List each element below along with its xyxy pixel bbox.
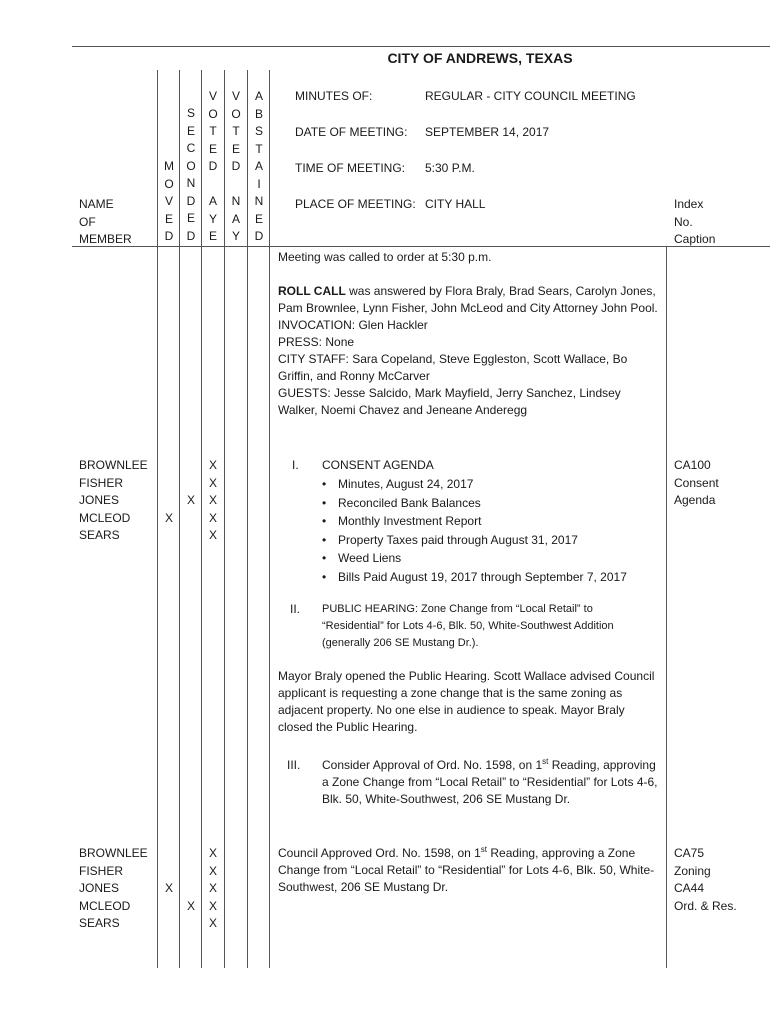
section3-numeral: III. (287, 758, 301, 772)
section1-members (79, 457, 148, 545)
list-item: • Weed Liens (322, 549, 662, 568)
guests: GUESTS: Jesse Salcido, Mark Mayfield, Jerry Sanchez, Lindsey Walker, Noemi Chavez and Jeneane Anderegg (278, 386, 621, 417)
header-letter: N (231, 194, 241, 208)
section4-sup: st (480, 845, 488, 854)
index-header-line: Index (674, 197, 704, 211)
section2-text: PUBLIC HEARING: Zone Change from “Local Retail” to “Residential” for Lots 4-6, Blk. 50, White-Southwest Addition (generally 206 SE Mustang Dr.). (322, 603, 614, 649)
header-letter: A (254, 159, 263, 173)
header-letter: O (186, 158, 196, 173)
header-letter: S (254, 124, 263, 138)
index-header-line: Caption (674, 232, 716, 246)
list-item: • Bills Paid August 19, 2017 through September 7, 2017 (322, 568, 662, 587)
section4-moved-marks (158, 845, 180, 933)
header-letter: O (231, 106, 241, 121)
section3-text-a: Consider Approval of Ord. No. 1598, on 1 (322, 758, 543, 772)
section4-seconded-marks (180, 845, 202, 933)
header-letter: E (186, 211, 195, 225)
vote-mark: X (164, 881, 173, 895)
header-letter: E (186, 123, 195, 138)
document-title: CITY OF ANDREWS, TEXAS (387, 50, 573, 66)
vote-mark (180, 527, 202, 545)
index-line: Zoning (674, 863, 711, 878)
public-hearing-notes: Mayor Braly opened the Public Hearing. Scott Wallace advised Council applicant is requesting a zone change that is the same zoning as adjacent property. No one else in audience to speak. Mayor Braly closed the Public Hearing. (278, 669, 655, 734)
index-line: Agenda (674, 493, 716, 507)
vote-mark: X (208, 863, 217, 878)
section1-moved-marks (158, 457, 180, 545)
header-letter: I (257, 176, 261, 191)
vote-mark (158, 527, 180, 545)
city-staff: CITY STAFF: Sara Copeland, Steve Eggleston, Scott Wallace, Bo Griffin, and Ronny McCarver (278, 352, 628, 383)
header-letter: D (231, 159, 241, 173)
top-rule (72, 46, 770, 47)
section4-text (278, 845, 660, 896)
section4-members (79, 845, 148, 933)
member-name: SEARS (79, 916, 120, 930)
roll-call-text: was answered by Flora Braly, Brad Sears, Carolyn Jones, Pam Brownlee, Lynn Fisher, John McLeod and City Attorney John Pool. (278, 284, 658, 315)
index-header (674, 196, 715, 249)
header-letter: E (208, 141, 217, 156)
consent-items (322, 475, 662, 586)
header-letter: N (186, 176, 196, 190)
index-line: Ord. & Res. (674, 898, 737, 913)
section4-text-a: Council Approved Ord. No. 1598, on 1 (278, 846, 481, 860)
header-letter: A (254, 89, 263, 103)
index-header-line: No. (674, 214, 693, 229)
header-letter: V (208, 89, 217, 103)
vote-mark (158, 915, 180, 933)
date-label: DATE OF MEETING: (295, 125, 408, 139)
header-letter: V (231, 89, 240, 103)
list-item: • Property Taxes paid through August 31, 2017 (322, 531, 662, 550)
index-line: CA75 (674, 846, 705, 860)
call-to-order: Meeting was called to order at 5:30 p.m. (278, 250, 492, 264)
vote-mark (158, 457, 180, 475)
minutes-value: REGULAR - CITY COUNCIL MEETING (425, 89, 636, 103)
vote-mark (180, 915, 202, 933)
header-letter: D (186, 228, 196, 243)
header-letter: A (231, 211, 240, 226)
vote-mark (158, 475, 180, 493)
list-item: • Reconciled Bank Balances (322, 494, 662, 513)
index-line: CA44 (674, 881, 705, 895)
vote-mark: X (208, 846, 217, 860)
section1-numeral: I. (292, 458, 299, 472)
section4-aye-marks (202, 845, 224, 933)
header-letter: D (164, 229, 174, 243)
member-name: FISHER (79, 863, 124, 878)
vote-mark: X (208, 881, 217, 895)
section1-heading: CONSENT AGENDA (322, 458, 434, 472)
roll-call (278, 283, 660, 317)
attendance-block (278, 283, 660, 419)
vote-mark (158, 898, 180, 916)
header-seconded (180, 105, 202, 245)
vote-mark: X (186, 493, 195, 507)
vote-mark (158, 492, 180, 510)
section1-seconded-marks (180, 457, 202, 545)
header-letter: N (254, 194, 264, 208)
section3-text (322, 757, 662, 808)
header-voted-nay (225, 88, 247, 246)
header-moved (158, 158, 180, 246)
header-letter: E (164, 211, 173, 226)
member-header-line: OF (79, 214, 96, 229)
header-letter: C (186, 141, 196, 155)
vote-mark: X (208, 493, 217, 507)
section1-index (674, 457, 719, 510)
header-letter: E (231, 141, 240, 156)
vote-mark (180, 510, 202, 528)
vote-mark: X (208, 916, 217, 930)
header-letter: T (232, 124, 240, 138)
section1-aye-marks (202, 457, 224, 545)
header-letter: B (254, 106, 263, 121)
vote-mark: X (164, 510, 173, 525)
header-letter: V (164, 194, 173, 208)
vote-mark (180, 475, 202, 493)
press: PRESS: None (278, 335, 355, 349)
vote-mark: X (208, 475, 217, 490)
section4-index (674, 845, 737, 915)
member-name: BROWNLEE (79, 458, 148, 472)
time-value: 5:30 P.M. (425, 161, 475, 175)
header-letter: O (164, 176, 174, 191)
member-name: JONES (79, 881, 120, 895)
header-letter: T (209, 124, 217, 138)
header-letter (225, 176, 247, 194)
list-item: • Monthly Investment Report (322, 512, 662, 531)
member-name: SEARS (79, 528, 120, 542)
header-letter: E (254, 211, 263, 226)
vote-mark: X (186, 898, 195, 913)
member-header-line: MEMBER (79, 232, 132, 246)
member-name: JONES (79, 493, 120, 507)
index-line: CA100 (674, 458, 711, 472)
header-letter: A (208, 194, 217, 208)
header-letter: E (208, 229, 217, 243)
section4-text-b: Reading, approving a Zone Change from “Local Retail” to “Residential” for Lots 4-6, Blk. 50, White-Southwest, 206 SE Mustang Dr. (278, 846, 655, 894)
header-letter: D (254, 229, 264, 243)
place-label: PLACE OF MEETING: (295, 197, 416, 211)
invocation: INVOCATION: Glen Hackler (278, 318, 428, 332)
member-header (79, 196, 132, 249)
vote-mark (180, 880, 202, 898)
vote-mark (158, 863, 180, 881)
member-name: BROWNLEE (79, 846, 148, 860)
minutes-label: MINUTES OF: (295, 89, 373, 103)
vote-mark (180, 845, 202, 863)
time-label: TIME OF MEETING: (295, 161, 405, 175)
vote-mark: X (208, 528, 217, 542)
vote-mark: X (208, 510, 217, 525)
header-letter: Y (231, 229, 240, 243)
section2-numeral: II. (290, 602, 301, 616)
header-voted-aye (202, 88, 224, 246)
section3-sup: st (542, 757, 549, 766)
header-letter: O (208, 106, 218, 121)
header-letter (202, 176, 224, 194)
roll-call-label: ROLL CALL (278, 284, 346, 298)
col-divider-index (666, 246, 667, 968)
header-letter: D (186, 193, 196, 208)
vote-mark (180, 863, 202, 881)
header-letter: D (208, 159, 218, 173)
member-name: MCLEOD (79, 510, 131, 525)
member-name: MCLEOD (79, 898, 131, 913)
section3-text-b: Reading, approving a Zone Change from “Local Retail” to “Residential” for Lots 4-6, Blk. 50, White-Southwest, 206 SE Mustang Dr. (322, 758, 658, 806)
index-line: Consent (674, 475, 719, 490)
member-name: FISHER (79, 475, 124, 490)
header-abstained (248, 88, 270, 246)
header-letter: T (255, 141, 263, 156)
vote-mark (180, 457, 202, 475)
date-value: SEPTEMBER 14, 2017 (425, 125, 550, 139)
place-value: CITY HALL (425, 197, 486, 211)
vote-mark (158, 845, 180, 863)
header-letter: M (164, 159, 174, 173)
vote-mark: X (208, 898, 217, 913)
header-letter: S (186, 106, 195, 120)
member-header-line: NAME (79, 197, 114, 211)
vote-mark: X (208, 458, 217, 472)
header-letter: Y (208, 211, 217, 226)
list-item: • Minutes, August 24, 2017 (322, 475, 662, 494)
